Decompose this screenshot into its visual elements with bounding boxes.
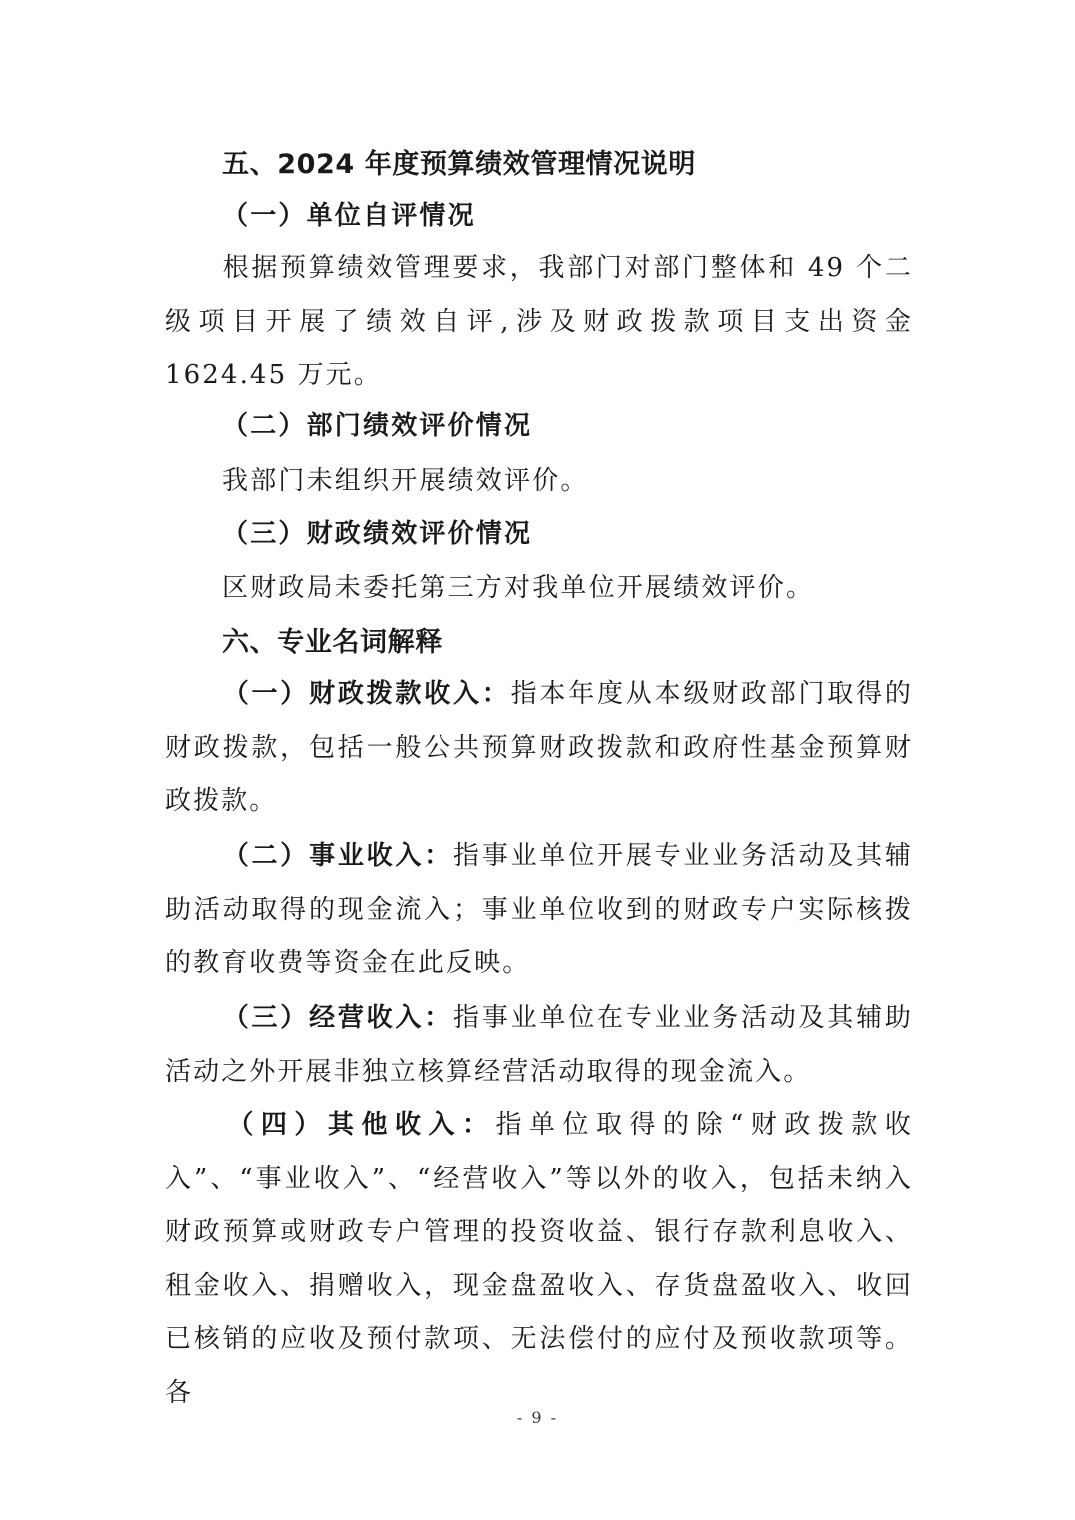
term-operating-income-label: （三）经营收入： <box>222 1003 454 1033</box>
term-business-income <box>165 830 913 991</box>
subsection-finance-evaluation-heading: （三）财政绩效评价情况 <box>222 519 533 549</box>
self-evaluation-paragraph <box>165 242 913 403</box>
term-other-income-label: （四）其他收入： <box>222 1110 496 1140</box>
term-business-income-text: 指事业单位开展专业业务活动及其辅助活动取得的现金流入；事业单位收到的财政专户实际核拨的教育收费等资金在此反映。 <box>165 841 913 978</box>
term-fiscal-appropriation-text: 指本年度从本级财政部门取得的财政拨款，包括一般公共预算财政拨款和政府性基金预算财政拨款。 <box>165 679 913 816</box>
term-business-income-label: （二）事业收入： <box>222 841 454 871</box>
dept-evaluation-text: 我部门未组织开展绩效评价。 <box>222 466 589 496</box>
term-fiscal-appropriation <box>165 668 913 829</box>
term-other-income <box>165 1099 913 1420</box>
section-five-heading: 五、2024 年度预算绩效管理情况说明 <box>222 149 696 180</box>
subsection-dept-evaluation-heading: （二）部门绩效评价情况 <box>222 411 533 441</box>
section-six-heading: 六、专业名词解释 <box>222 627 443 658</box>
term-operating-income <box>165 992 913 1099</box>
finance-evaluation-text: 区财政局未委托第三方对我单位开展绩效评价。 <box>222 573 815 603</box>
page-number: - 9 - <box>516 1408 559 1427</box>
term-other-income-text: 指单位取得的除“财政拨款收入”、“事业收入”、“经营收入”等以外的收入，包括未纳入财政预算或财政专户管理的投资收益、银行存款利息收入、租金收入、捐赠收入，现金盘盈收入、存货盘盈收入、收回已核销的应收及预付款项、无法偿付的应付及预收款项等。各 <box>165 1110 913 1408</box>
term-fiscal-appropriation-label: （一）财政拨款收入： <box>222 679 511 709</box>
self-evaluation-text: 根据预算绩效管理要求，我部门对部门整体和 49 个二级项目开展了绩效自评,涉及财政拨款项目支出资金 1624.45 万元。 <box>165 253 913 390</box>
subsection-self-evaluation-heading: （一）单位自评情况 <box>222 201 476 231</box>
term-operating-income-text: 指事业单位在专业业务活动及其辅助活动之外开展非独立核算经营活动取得的现金流入。 <box>165 1003 913 1087</box>
